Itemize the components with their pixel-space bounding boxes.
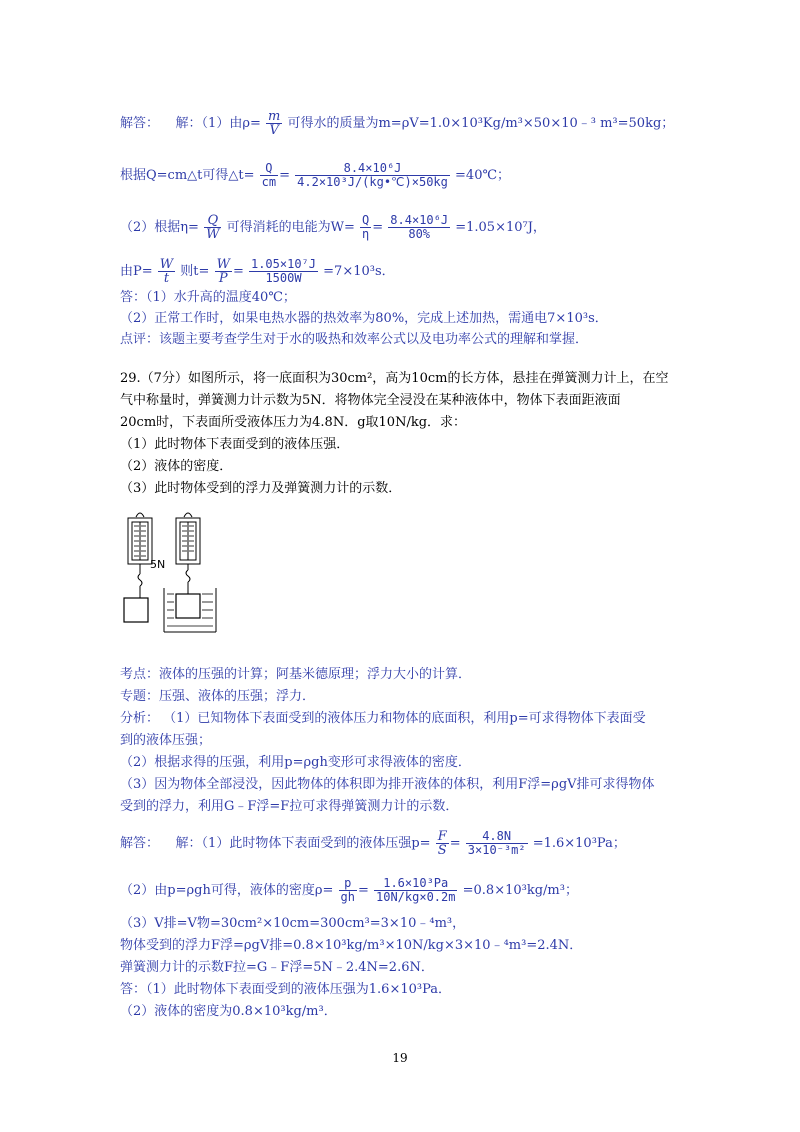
zhuanti: 专题：压强、液体的压强；浮力． (120, 689, 316, 704)
q29-line-1: 29.（7分）如图所示，将一底面积为30cm²，高为10cm的长方体，悬挂在弹簧测力计上，在空 (120, 371, 669, 386)
sol2-line-f: （2）由p=ρgh可得，液体的密度ρ= $\frac{p}{gh}$ = $\frac{\text{1.6×10³Pa}}{10N/kg\times 0.2m}$ =0.8×10³kg/m³； (120, 876, 578, 904)
fraction: $\frac{F}{S}$ (437, 829, 447, 858)
fraction: $\frac{4.8N}{\text{3×10⁻³m²}}$ (467, 829, 526, 857)
sol1-answer-2: （2）正常工作时，如果电热水器的热效率为80%，完成上述加热，需通电7×10³s． (120, 311, 608, 326)
fenxi-4: （3）因为物体全部浸没，因此物体的体积即为排开液体的体积，利用F浮=ρgV排可求得物体 (120, 777, 655, 792)
fraction: $\frac{m}{V}$ (268, 109, 281, 138)
fenxi-1: 分析： （1）已知物体下表面受到的液体压力和物体的底面积，利用p=可求得物体下表面受 (120, 711, 646, 726)
fraction: $\frac{Q}{\eta}$ (362, 213, 370, 241)
q29-item-1: （1）此时物体下表面受到的液体压强． (120, 437, 350, 452)
spring-scale-figure (112, 508, 222, 638)
sol2-answer-1: 答：（1）此时物体下表面受到的液体压强为1.6×10³Pa． (120, 982, 452, 997)
fenxi-2: 到的液体压强； (120, 733, 212, 748)
sol2-line-g2: 物体受到的浮力F浮=ρgV排=0.8×10³kg/m³×10N/kg×3×10﹣⁴m³=2.4N． (120, 938, 583, 953)
fraction: $\frac{\text{1.05×10⁷J}}{1500W}$ (250, 257, 317, 285)
sol1-comment: 点评：该题主要考查学生对于水的吸热和效率公式以及电功率公式的理解和掌握． (120, 332, 589, 347)
answer-label: 解答： (120, 836, 160, 851)
sol2-line-g3: 弹簧测力计的示数F拉=G﹣F浮=5N﹣2.4N=2.6N． (120, 960, 434, 975)
fenxi-3: （2）根据求得的压强，利用p=ρgh变形可求得液体的密度． (120, 755, 471, 770)
fraction: $\frac{\text{1.6×10³Pa}}{10N/kg\times 0.2m}$ (376, 876, 456, 904)
sol1-line-a: 解答： 解：（1）由ρ= $\frac{m}{V}$ 可得水的质量为m=ρV=1.0×10³Kg/m³×50×10﹣³ m³=50kg； (120, 109, 675, 138)
page-number: 19 (392, 1051, 408, 1065)
q29-item-3: （3）此时物体受到的浮力及弹簧测力计的示数． (120, 481, 402, 496)
fraction: $\frac{\text{8.4×10⁶J}}{80\%}$ (390, 213, 449, 241)
sol1-line-d: 由P= $\frac{W}{t}$ 则t= $\frac{W}{P}$ = $\frac{\text{1.05×10⁷J}}{1500W}$ =7×10³s． (120, 257, 395, 286)
sol1-line-c: （2）根据η= $\frac{Q}{W}$ 可得消耗的电能为W= $\frac{Q}{\eta}$ = $\frac{\text{8.4×10⁶J}}{80\%}$ =1.05×10⁷J， (120, 213, 546, 242)
q29-line-3: 20cm时，下表面所受液体压力为4.8N．g取10N/kg．求： (120, 415, 467, 430)
fraction: $\frac{Q}{cm}$ (261, 161, 277, 189)
fraction: $\frac{p}{gh}$ (340, 876, 355, 904)
fraction: $\frac{W}{t}$ (159, 257, 174, 286)
spring-scale-right (164, 513, 216, 632)
figure-force-label: 5N (150, 558, 166, 571)
fraction: $\frac{Q}{W}$ (206, 213, 220, 242)
sol2-line-e: 解答： 解：（1）此时物体下表面受到的液体压强p= $\frac{F}{S}$ = $\frac{4.8N}{\text{3×10⁻³m²}}$ =1.6×10³Pa； (120, 829, 626, 858)
sol1-line-b: 根据Q=cm△t可得△t= $\frac{Q}{cm}$ = $\frac{\text{8.4×10⁶J}}{\text{4.2×10³J/(kg•℃)×50kg}}$ =40℃； (120, 161, 511, 189)
answer-label: 解答： (120, 116, 160, 131)
spring-scale-left (124, 513, 152, 622)
fraction: $\frac{\text{8.4×10⁶J}}{\text{4.2×10³J/(kg•℃)×50kg}}$ (297, 161, 448, 189)
q29-item-2: （2）液体的密度． (120, 459, 233, 474)
sol1-answer-1: 答：（1）水升高的温度40℃； (120, 290, 296, 305)
q29-line-2: 气中称量时，弹簧测力计示数为5N．将物体完全浸没在某种液体中，物体下表面距液面 (120, 393, 621, 408)
sol2-line-g1: （3）V排=V物=30cm²×10cm=300cm³=3×10﹣⁴m³， (120, 916, 466, 931)
kaodian: 考点：液体的压强的计算；阿基米德原理；浮力大小的计算． (120, 667, 472, 682)
fenxi-5: 受到的浮力，利用G﹣F浮=F拉可求得弹簧测力计的示数． (120, 799, 459, 814)
fraction: $\frac{W}{P}$ (216, 257, 230, 286)
sol2-answer-2: （2）液体的密度为0.8×10³kg/m³． (120, 1004, 337, 1019)
